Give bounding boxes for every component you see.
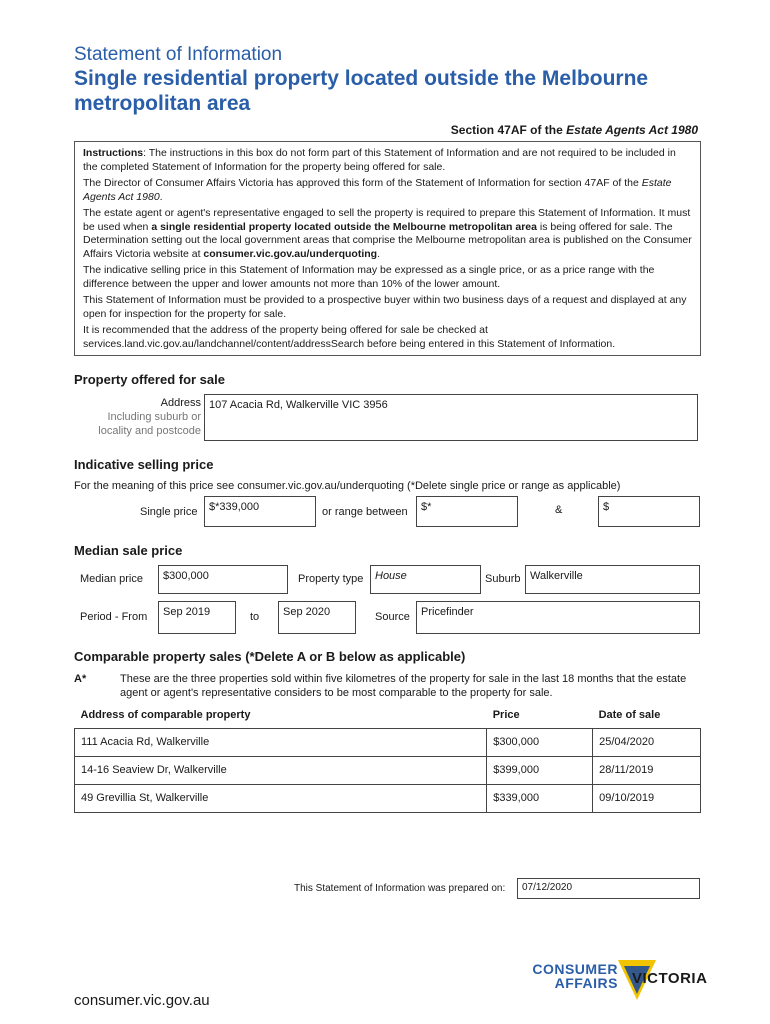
table-row [75,784,701,812]
instructions-p3: The estate agent or agent's representative engaged to sell the property is required to prepare this Statement of Information. It must be used when a single residential property located outside the Melbourne metropolitan area is being offered for sale. The Determination setting out the local government areas that comprise the Melbourne metropolitan area is published on the Consumer Affairs Victoria website at consumer.vic.gov.au/underquoting. [83,207,692,260]
prepared-date-field[interactable]: 07/12/2020 [517,878,700,899]
range-low-field[interactable]: $* [416,496,518,527]
property-type-field[interactable]: House [370,565,481,594]
form-subtitle: Statement of Information [74,44,283,65]
footer-url[interactable]: consumer.vic.gov.au [74,992,210,1009]
range-label: or range between [322,506,408,518]
period-to-field[interactable]: Sep 2020 [278,601,356,634]
range-ampersand: & [555,504,563,516]
period-to-label: to [250,611,260,623]
prepared-label: This Statement of Information was prepared on: [294,883,506,894]
comparable-date-cell[interactable]: 28/11/2019 [593,756,701,784]
table-header-row [75,702,701,728]
comparable-address-cell[interactable]: 49 Grevillia St, Walkerville [75,784,487,812]
instructions-p6: It is recommended that the address of the property being offered for sale be checked at services.land.vic.gov.au/landchannel/content/addressSearch before being entered in this Statement of Information. [83,324,616,350]
indicative-note: For the meaning of this price see consumer.vic.gov.au/underquoting (*Delete single price or range as applicable) [74,480,621,492]
median-price-label: Median price [80,573,143,585]
suburb-label: Suburb [485,573,521,585]
period-from-field[interactable]: Sep 2019 [158,601,236,634]
comparable-date-cell[interactable]: 25/04/2020 [593,728,701,756]
instructions-p2: The Director of Consumer Affairs Victoria has approved this form of the Statement of Information for section 47AF of the Estate Agents Act 1980. [83,177,672,203]
property-type-label: Property type [298,573,364,585]
form-title: Single residential property located outside the Melbourne metropolitan area [74,67,649,115]
single-price-field[interactable]: $*339,000 [204,496,316,527]
table-row [75,756,701,784]
comparable-date-cell[interactable]: 09/10/2019 [593,784,701,812]
logo-text: CONSUMER AFFAIRS [532,961,618,991]
col-address-header: Address of comparable property [80,708,251,721]
source-field[interactable]: Pricefinder [416,601,700,634]
comparable-table [74,702,701,813]
instructions-box [74,141,701,356]
comparable-price-cell[interactable]: $399,000 [487,756,593,784]
comparable-price-cell[interactable]: $300,000 [487,728,593,756]
indicative-heading: Indicative selling price [74,457,214,472]
period-from-label: Period - From [80,611,148,623]
comparable-address-cell[interactable]: 111 Acacia Rd, Walkerville [75,728,487,756]
address-field[interactable]: 107 Acacia Rd, Walkerville VIC 3956 [204,394,698,441]
address-label: Address Including suburb or locality and postcode [98,397,201,437]
median-heading: Median sale price [74,543,183,558]
suburb-field[interactable]: Walkerville [525,565,700,594]
col-price-header: Price [492,708,520,721]
logo-victoria-text: VICTORIA [632,970,708,987]
option-a-marker: A* [74,673,87,685]
range-high-field[interactable]: $ [598,496,700,527]
property-heading: Property offered for sale [74,372,225,387]
section-reference: Section 47AF of the Estate Agents Act 1980 [450,123,698,137]
table-row [75,728,701,756]
instructions-p5: This Statement of Information must be provided to a prospective buyer within two business days of a request and displayed at any open for inspection for the property for sale. [83,294,687,320]
col-date-header: Date of sale [598,708,661,721]
single-price-label: Single price [140,506,198,518]
consumer-affairs-victoria-logo [528,956,708,1006]
source-label: Source [375,611,410,623]
act-name: Estate Agents Act 1980 [566,123,698,137]
comparable-address-cell[interactable]: 14-16 Seaview Dr, Walkerville [75,756,487,784]
comparable-intro: These are the three properties sold within five kilometres of the property for sale in the last 18 months that the estate agent or agent's representative considers to be most comparable to the property for sale. [120,673,687,699]
instructions-p4: The indicative selling price in this Statement of Information may be expressed as a single price, or as a price range with the difference between the upper and lower amounts not more than 10% of the lower amount. [83,264,655,290]
instructions-p1: Instructions: The instructions in this box do not form part of this Statement of Information and are not required to be included in the completed Statement of Information for the property being offered for sale. [83,147,676,173]
comparable-price-cell[interactable]: $339,000 [487,784,593,812]
comparable-heading: Comparable property sales (*Delete A or B below as applicable) [74,649,466,664]
median-price-field[interactable]: $300,000 [158,565,288,594]
